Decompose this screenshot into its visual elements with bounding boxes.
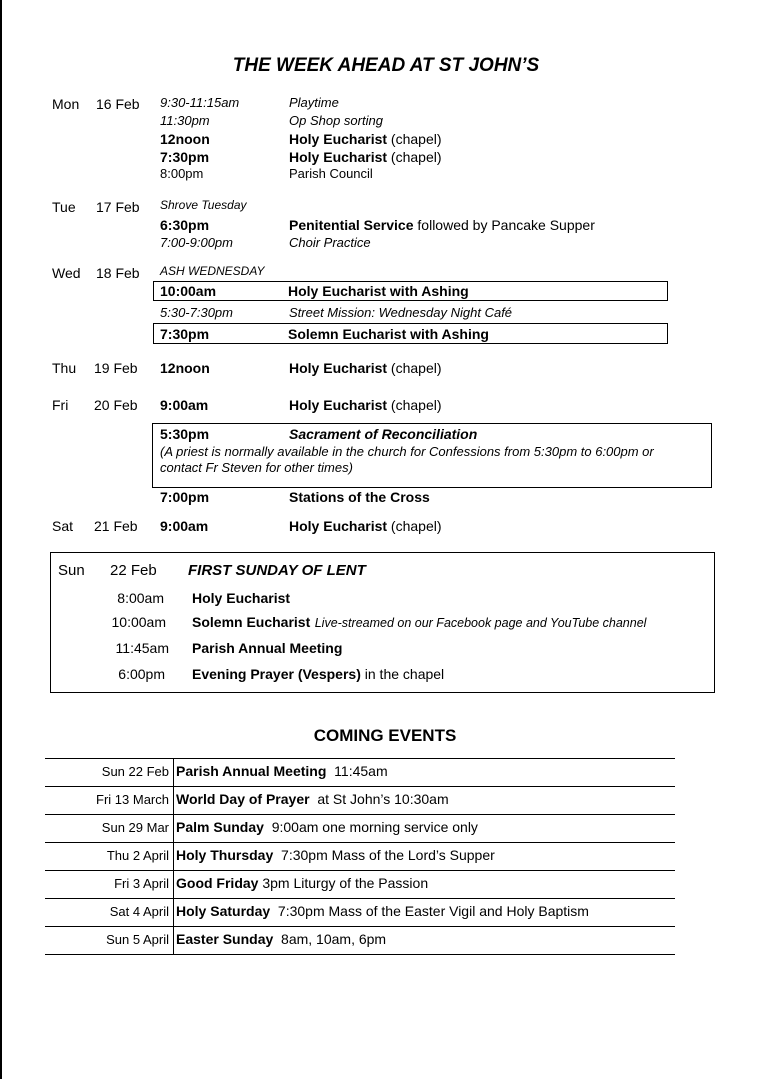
- day-name: Fri: [52, 397, 69, 413]
- event-title: Parish Council: [289, 166, 373, 181]
- coming-events-title: COMING EVENTS: [313, 726, 457, 745]
- event-name: Holy Thursday: [176, 847, 274, 863]
- event-title: Holy Eucharist with Ashing: [288, 283, 469, 299]
- day-date: 21 Feb: [94, 518, 138, 534]
- day-date: 16 Feb: [96, 96, 140, 112]
- event-title: Op Shop sorting: [289, 113, 383, 128]
- event-date: Sat 4 April: [109, 904, 169, 919]
- event-time: 12noon: [160, 131, 210, 147]
- day-date: 17 Feb: [96, 199, 140, 215]
- event-time: 7:00pm: [160, 489, 210, 505]
- page-left-border: [0, 0, 2, 1079]
- event-time: 12noon: [160, 360, 210, 376]
- event-note: (chapel): [390, 397, 442, 413]
- event-name: Good Friday: [176, 875, 259, 891]
- event-note: Live-streamed on our Facebook page and YouTube channel: [314, 616, 647, 630]
- table-row: [45, 926, 675, 955]
- event-time: 8:00am: [117, 590, 164, 606]
- event-detail: 3pm Liturgy of the Passion: [262, 875, 429, 891]
- day-label: ASH WEDNESDAY: [160, 264, 265, 278]
- event-name: Holy Saturday: [176, 903, 271, 919]
- day-label: FIRST SUNDAY OF LENT: [188, 562, 366, 579]
- event-title: Stations of the Cross: [289, 489, 430, 505]
- event-description: (A priest is normally available in the church for Confessions from 5:30pm to 6:00pm or: [160, 444, 654, 459]
- event-title: Holy Eucharist: [289, 397, 388, 413]
- event-detail: 11:45am: [334, 763, 388, 779]
- page-title: THE WEEK AHEAD AT ST JOHN’S: [232, 55, 540, 76]
- event-title: Holy Eucharist: [289, 360, 388, 376]
- day-label: Shrove Tuesday: [160, 198, 247, 212]
- event-time: 7:30pm: [160, 326, 210, 342]
- table-row: [45, 898, 675, 927]
- event-title: Holy Eucharist: [289, 518, 388, 534]
- event-title: Penitential Service: [289, 217, 414, 233]
- event-note: in the chapel: [364, 666, 445, 682]
- event-date: Sun 5 April: [106, 932, 169, 947]
- event-time: 5:30-7:30pm: [160, 305, 233, 320]
- event-detail: at St John’s 10:30am: [317, 791, 449, 807]
- event-note: (chapel): [390, 518, 442, 534]
- event-title: Holy Eucharist: [192, 590, 291, 606]
- day-date: 22 Feb: [110, 562, 157, 579]
- event-title: Choir Practice: [289, 235, 371, 250]
- day-date: 20 Feb: [94, 397, 138, 413]
- day-name: Sat: [52, 518, 74, 534]
- event-date: Thu 2 April: [106, 848, 169, 863]
- event-time: 9:30-11:15am: [160, 95, 240, 110]
- day-date: 18 Feb: [96, 265, 140, 281]
- event-date: Fri 3 April: [114, 876, 169, 891]
- event-title: Parish Annual Meeting: [192, 640, 343, 656]
- event-date: Sun 22 Feb: [101, 764, 169, 779]
- day-name: Thu: [52, 360, 77, 376]
- event-note: (chapel): [390, 131, 442, 147]
- event-title: Evening Prayer (Vespers): [192, 666, 361, 682]
- event-name: World Day of Prayer: [176, 791, 310, 807]
- table-row: [45, 870, 675, 899]
- day-name: Sun: [58, 562, 85, 579]
- event-date: Fri 13 March: [96, 792, 169, 807]
- event-time: 9:00am: [160, 518, 209, 534]
- table-row: [45, 814, 675, 843]
- event-time: 8:00pm: [160, 166, 204, 181]
- event-note: (chapel): [390, 360, 442, 376]
- event-title: Playtime: [289, 95, 339, 110]
- event-name: Palm Sunday: [176, 819, 264, 835]
- table-row: [45, 786, 675, 815]
- event-detail: 7:30pm Mass of the Lord’s Supper: [281, 847, 495, 863]
- event-detail: 9:00am one morning service only: [271, 819, 478, 835]
- event-time: 6:30pm: [160, 217, 210, 233]
- event-time: 9:00am: [160, 397, 209, 413]
- event-title: Sacrament of Reconciliation: [289, 426, 478, 442]
- event-note: followed by Pancake Supper: [417, 217, 595, 233]
- table-row: [45, 842, 675, 871]
- event-time: 10:00am: [160, 283, 217, 299]
- event-title: Street Mission: Wednesday Night Café: [289, 305, 513, 320]
- event-name: Easter Sunday: [176, 931, 274, 947]
- event-time: 10:00am: [111, 614, 166, 630]
- event-detail: 8am, 10am, 6pm: [281, 931, 387, 947]
- event-name: Parish Annual Meeting: [176, 763, 327, 779]
- day-date: 19 Feb: [94, 360, 138, 376]
- event-note: (chapel): [390, 149, 442, 165]
- event-title: Holy Eucharist: [289, 149, 388, 165]
- event-title: Solemn Eucharist: [192, 614, 311, 630]
- event-description: contact Fr Steven for other times): [160, 460, 353, 475]
- event-time: 11:30pm: [160, 113, 210, 128]
- day-name: Tue: [52, 199, 76, 215]
- event-time: 11:45am: [115, 640, 169, 656]
- event-time: 5:30pm: [160, 426, 210, 442]
- day-name: Wed: [52, 265, 81, 281]
- event-time: 7:30pm: [160, 149, 210, 165]
- day-name: Mon: [52, 96, 80, 112]
- table-row: [45, 758, 675, 787]
- event-time: 7:00-9:00pm: [160, 235, 233, 250]
- event-detail: 7:30pm Mass of the Easter Vigil and Holy Baptism: [277, 903, 589, 919]
- event-time: 6:00pm: [118, 666, 165, 682]
- event-title: Solemn Eucharist with Ashing: [288, 326, 489, 342]
- event-date: Sun 29 Mar: [101, 820, 169, 835]
- event-title: Holy Eucharist: [289, 131, 388, 147]
